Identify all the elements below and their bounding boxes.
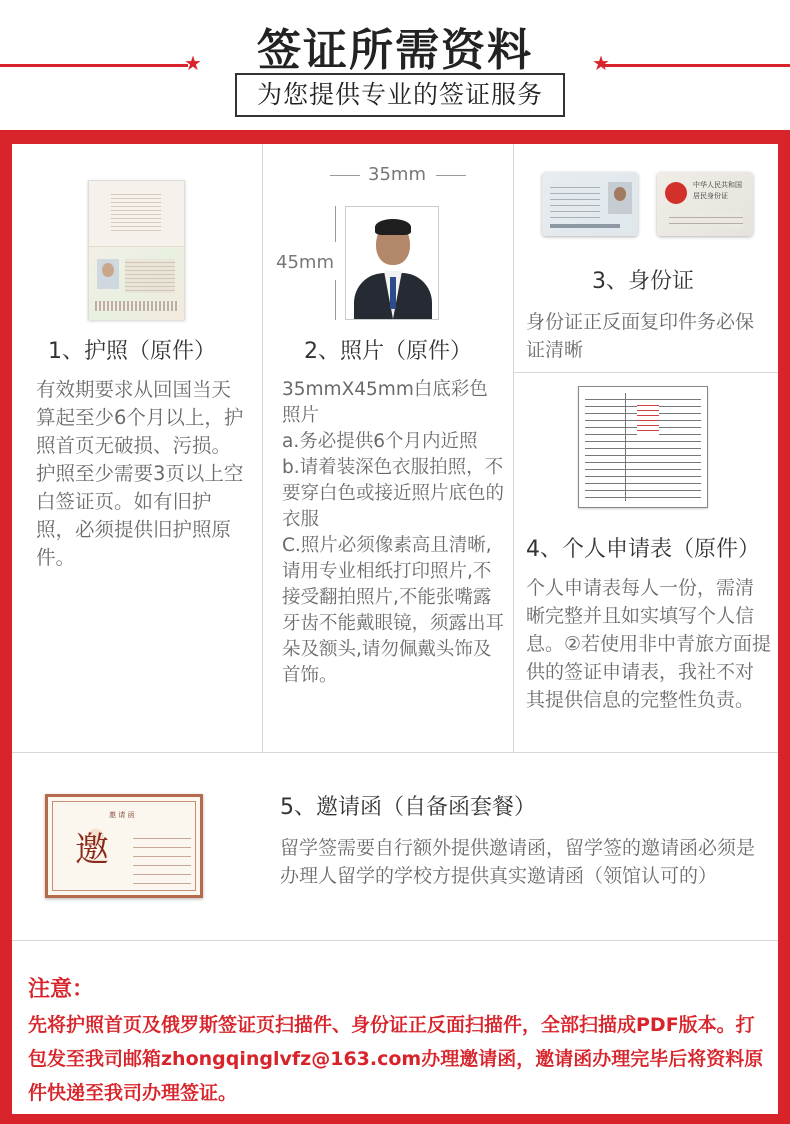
page-title: 签证所需资料 [257, 25, 533, 76]
passport-title: 1、护照（原件） [48, 339, 216, 364]
content-frame [0, 130, 790, 1124]
divider [513, 144, 514, 752]
note-title: 注意： [28, 977, 95, 1002]
passport-text: 有效期要求从回国当天算起至少6个月以上，护照首页无破损、污损。护照至少需要3页以上空白签证页。如有旧护照，必须提供旧护照原件。 [36, 378, 244, 569]
id-card-front-image [542, 172, 638, 236]
photo-width-label: 35mm [368, 164, 426, 185]
divider [513, 372, 778, 373]
id-card-title: 3、身份证 [592, 269, 694, 294]
invitation-text: 留学签需要自行额外提供邀请函，留学签的邀请函必须是办理人留学的学校方提供真实邀请函（领馆认可的） [280, 837, 756, 887]
header-rule-left [0, 64, 188, 67]
invitation-title: 5、邀请函（自备函套餐） [280, 795, 536, 820]
header-rule-right [602, 64, 790, 67]
invitation-seal-char: 邀 [75, 830, 109, 870]
photo-height-label: 45mm [276, 252, 334, 273]
id-photo-image [345, 206, 439, 320]
photo-text: 35mmX45mm白底彩色照片 a.务必提供6个月内近照 b.请着装深色衣服拍照，不要穿白色或接近照片底色的衣服 C.照片必须像素高且清晰,请用专业相纸打印照片,不接受翻拍照片,不能张嘴露牙齿不能戴眼镜，须露出耳朵及额头,请勿佩戴头饰及首饰。 [282, 379, 505, 686]
application-form-title: 4、个人申请表（原件） [526, 537, 760, 562]
id-card-back-image: 中华人民共和国 居民身份证 [657, 172, 753, 236]
star-icon: ★ [592, 51, 610, 75]
photo-title: 2、照片（原件） [304, 339, 472, 364]
star-icon: ★ [184, 51, 202, 75]
divider [262, 144, 263, 752]
id-card-text: 身份证正反面复印件务必保证清晰 [526, 311, 755, 361]
page-header [0, 0, 790, 130]
content-panel [12, 144, 778, 1114]
page-subtitle: 为您提供专业的签证服务 [235, 73, 565, 117]
invitation-letter-image: 邀 请 函 邀 [45, 794, 203, 898]
application-form-text: 个人申请表每人一份，需清晰完整并且如实填写个人信息。②若使用非中青旅方面提供的签证申请表，我社不对其提供信息的完整性负责。 [526, 577, 772, 711]
passport-image [88, 180, 185, 320]
note-text: 先将护照首页及俄罗斯签证页扫描件、身份证正反面扫描件，全部扫描成PDF版本。打包发至我司邮箱zhongqinglvfz@163.com办理邀请函，邀请函办理完毕后将资料原件快递至我司办理签证。 [28, 1014, 764, 1104]
divider [12, 752, 778, 753]
application-form-image [578, 386, 708, 508]
divider [12, 940, 778, 941]
emblem-icon [665, 182, 687, 204]
